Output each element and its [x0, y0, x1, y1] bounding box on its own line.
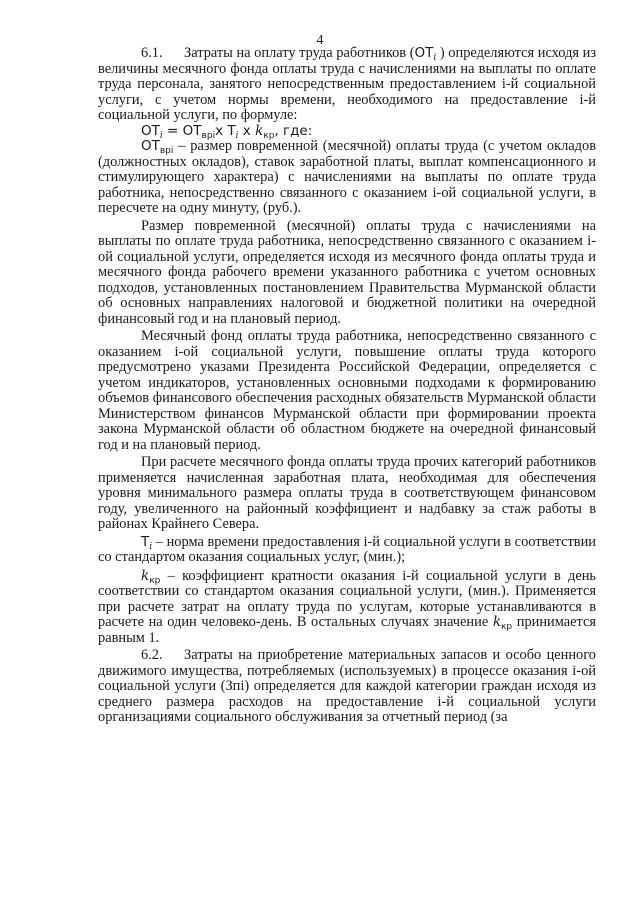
definition-ti	[98, 535, 596, 566]
section-number-6-2: 6.2.	[141, 647, 163, 663]
p1-text-a: Затраты на оплату труда работников (	[184, 45, 415, 61]
definition-kkr-tail: принимается равным 1.	[98, 614, 596, 646]
symbol-kkr: $k_{кр}$	[141, 567, 161, 586]
formula: $ОТ_i = ОТ_{врi}x$ $Т_i$ x $k_{кр}$, где:	[141, 122, 313, 141]
definition-ot-vpi	[98, 139, 596, 217]
paragraph-6-2	[98, 648, 596, 726]
paragraph-other-categories: При расчете месячного фонда оплаты труда прочих категорий работников применяется начисленная заработная плата, необходимая для обеспечения уровня минимального размера оплаты труда в соответствующем финансовом году, увеличенного на районный коэффициент и надбавку за стаж работы в районах Крайнего Севера.	[98, 454, 596, 532]
section-number-6-1: 6.1.	[141, 45, 163, 61]
page-number: 4	[316, 33, 324, 48]
symbol-ot: $ОТ_i$	[414, 45, 437, 63]
paragraph-6-1-intro	[98, 46, 596, 124]
definition-ti-text: – норма времени предоставления i-й социальной услуги в соответствии со стандартом оказания социальных услуг, (мин.);	[98, 533, 596, 565]
p1-text-b: ) определяются исходя из величины месячного фонда оплаты труда с начислениями на выплаты по оплате труда персонала, занятого непосредственным предоставлением i-й социальной услуги, с учетом нормы времени, необходимого на предоставление i-й социальной услуги, по формуле:	[98, 45, 597, 123]
definition-kkr-text: – коэффициент кратности оказания i-й социальной услуги в день соответствии со стандартом оказания социальной услуги, (мин.). Применяется при расчете затрат на оплату труда по услугам, которые устанавливаются в расчете на один человеко-день. В остальных случаях значение	[98, 567, 596, 630]
symbol-ti: $Т_i$	[141, 533, 153, 552]
symbol-kkr-inline: $k_{кр}$	[492, 614, 513, 632]
document-body	[98, 46, 596, 726]
definition-kkr	[98, 569, 596, 647]
paragraph-wage-size: Размер повременной (месячной) оплаты труда с начислениями на выплаты по оплате труда работника, непосредственно связанного с оказанием i-ой социальной услуги, определяется исходя из месячного фонда оплаты труда и месячного фонда рабочего времени указанного работника с учетом основных подходов, установленных постановлением Правительства Мурманской области об основных направлениях налоговой и бюджетной политики на очередной финансовый год и на плановый период.	[98, 217, 596, 327]
paragraph-6-2-text: Затраты на приобретение материальных запасов и особо ценного движимого имущества, потребляемых (используемых) в процессе оказания i-ой социальной услуги (Зпi) определяется для каждой категории граждан исходя из среднего размера расходов на предоставление i-й социальной услуги организациями социального обслуживания за отчетный период (за	[98, 647, 596, 725]
definition-ot-vpi-text: – размер повременной (месячной) оплаты труда (с учетом окладов (должностных окладов), ставок заработной платы, выплат компенсационного и стимулирующего характера) с начислениями на выплаты по оплате труда работника, непосредственно связанного с оказанием i-ой социальной услуги, в пересчете на одну минуту, (руб.).	[98, 138, 596, 216]
paragraph-monthly-fund: Месячный фонд оплаты труда работника, непосредственно связанного с оказанием i-ой социальной услуги, повышение оплаты труда которого предусмотрено указами Президента Российской Федерации, определяется с учетом индикаторов, установленных основными подходами к формированию объемов финансового обеспечения расходных обязательств Мурманской области Министерством финансов Мурманской области при формировании проекта закона Мурманской области об областном бюджете на очередной финансовый год и на плановый период.	[98, 328, 596, 453]
symbol-ot-vpi: $ОТ_{врi}$	[141, 138, 174, 156]
